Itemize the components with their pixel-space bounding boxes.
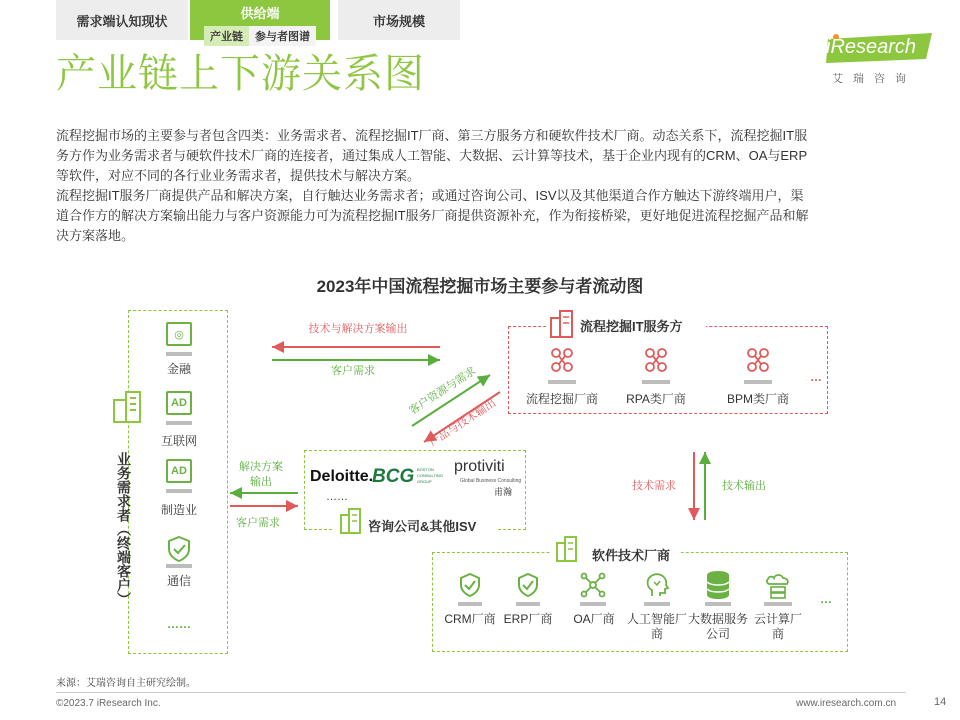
flow-customer-demand-2: 客户需求 bbox=[236, 517, 280, 529]
building-icon bbox=[112, 390, 146, 424]
software-item-bigdata: 大数据服务公司 bbox=[687, 612, 748, 641]
consult-title: 咨询公司&其他ISV bbox=[368, 519, 477, 534]
bcg-logo: BCG bbox=[372, 466, 415, 487]
shield-check-icon bbox=[166, 535, 192, 563]
demand-title: 业务需求者（终端客户） bbox=[116, 452, 132, 606]
logo-brand: iResearch bbox=[826, 36, 917, 58]
protiviti-logo: protiviti bbox=[454, 458, 505, 475]
divider-bar bbox=[642, 380, 670, 384]
flow-customer-demand: 客户需求 bbox=[331, 365, 375, 377]
it-service-item-pm: 流程挖掘厂商 bbox=[525, 392, 598, 406]
diagram-title: 2023年中国流程挖掘市场主要参与者流动图 bbox=[316, 277, 644, 296]
it-service-title: 流程挖掘IT服务方 bbox=[580, 319, 683, 334]
source-note: 来源：艾瑞咨询自主研究绘制。 bbox=[56, 678, 196, 689]
divider-bar bbox=[705, 602, 731, 606]
demand-item-manufacturing: 制造业 bbox=[160, 503, 197, 517]
bcg-subtitle: BOSTON CONSULTING GROUP bbox=[417, 467, 443, 484]
finance-icon: ◎ bbox=[166, 322, 192, 346]
it-service-item-rpa: RPA类厂商 bbox=[626, 392, 686, 406]
footer-divider bbox=[56, 692, 906, 693]
tab-market-size[interactable]: 市场规模 bbox=[338, 0, 460, 40]
flow-tech-solution-out: 技术与解决方案输出 bbox=[308, 323, 408, 335]
software-item-erp: ERP厂商 bbox=[503, 612, 553, 626]
page-number: 14 bbox=[934, 696, 947, 708]
software-more: … bbox=[820, 592, 832, 606]
protiviti-subtitle: Global Business Consulting bbox=[460, 478, 522, 484]
shield-check-icon bbox=[458, 572, 482, 598]
para-line: 务方作为业务需求者与硬软件技术厂商的连接者，通过集成人工智能、大数据、云计算等技术，基于企业内现有的CRM、OA与ERP bbox=[56, 148, 808, 163]
database-icon bbox=[705, 570, 731, 600]
network-icon bbox=[548, 346, 576, 376]
ai-head-icon bbox=[644, 572, 670, 598]
software-item-cloud: 云计算厂商 bbox=[753, 612, 802, 641]
divider-bar bbox=[166, 564, 192, 568]
deloitte-logo bbox=[310, 468, 373, 486]
divider-bar bbox=[548, 380, 576, 384]
page-title: 产业链上下游关系图 bbox=[56, 51, 425, 97]
flow-product-tech-out: 产品与技术输出 bbox=[427, 397, 499, 450]
divider-bar bbox=[166, 489, 192, 493]
tab-demand-awareness[interactable]: 需求端认知现状 bbox=[56, 0, 188, 40]
demand-item-finance: 金融 bbox=[166, 362, 191, 376]
deloitte-text: Deloitte. bbox=[310, 468, 374, 485]
demand-more: …… bbox=[167, 617, 191, 631]
divider-bar bbox=[516, 602, 540, 606]
network-icon bbox=[642, 346, 670, 376]
flow-tech-out: 技术输出 bbox=[722, 480, 766, 492]
divider-bar bbox=[458, 602, 482, 606]
copyright: ©2023.7 iResearch Inc. bbox=[56, 698, 161, 709]
divider-bar bbox=[166, 421, 192, 425]
network-icon bbox=[744, 346, 772, 376]
divider-bar bbox=[644, 602, 670, 606]
building-icon bbox=[550, 310, 574, 338]
tab-supply-label: 供给端 bbox=[240, 6, 280, 21]
ad-icon: AD bbox=[166, 391, 192, 415]
software-item-oa: OA厂商 bbox=[573, 612, 615, 626]
building-icon bbox=[556, 536, 578, 562]
flow-customer-resource-demand: 客户资源与需求 bbox=[407, 365, 479, 418]
ad-icon: AD bbox=[166, 459, 192, 483]
divider-bar bbox=[744, 380, 772, 384]
para-line: 流程挖掘市场的主要参与者包含四类：业务需求者、流程挖掘IT厂商、第三方服务方和硬软件技术厂商。动态关系下，流程挖掘IT服 bbox=[56, 128, 808, 143]
software-item-crm: CRM厂商 bbox=[444, 612, 496, 626]
building-icon bbox=[340, 508, 362, 534]
para-line: 流程挖掘IT服务厂商提供产品和解决方案，自行触达业务需求者；或通过咨询公司、ISV以及其他渠道合作方触达下游终端用户，渠 bbox=[56, 188, 804, 203]
cloud-server-icon bbox=[764, 572, 792, 600]
tab-participant-map[interactable]: 参与者图谱 bbox=[249, 26, 316, 46]
website-link[interactable]: www.iresearch.com.cn bbox=[796, 698, 897, 709]
software-title: 软件技术厂商 bbox=[592, 548, 671, 563]
logo-subtitle: 艾瑞咨询 bbox=[832, 73, 916, 85]
para-line: 道合作方的解决方案输出能力与客户资源能力可为流程挖掘IT服务厂商提供资源补充，作为衔接桥梁，更好地促进流程挖掘产品和解 bbox=[56, 208, 809, 223]
flow-tech-demand: 技术需求 bbox=[632, 480, 676, 492]
network-node-icon bbox=[580, 572, 606, 598]
divider-bar bbox=[764, 602, 792, 606]
demand-item-internet: 互联网 bbox=[160, 434, 197, 448]
tab-industry-chain[interactable]: 产业链 bbox=[204, 26, 249, 46]
it-service-item-bpm: BPM类厂商 bbox=[726, 392, 789, 406]
it-service-more: … bbox=[810, 370, 822, 384]
flow-solution-out: 解决方案输出 bbox=[239, 461, 283, 488]
consult-more: …… bbox=[326, 491, 348, 503]
divider-bar bbox=[580, 602, 606, 606]
para-line: 等软件，对应不同的各行业业务需求者，提供技术与解决方案。 bbox=[56, 168, 421, 183]
demand-item-telecom: 通信 bbox=[166, 574, 191, 588]
shield-check-icon bbox=[516, 572, 540, 598]
divider-bar bbox=[166, 352, 192, 356]
software-item-ai: 人工智能厂商 bbox=[626, 612, 687, 641]
protiviti-cn-text: 甫瀚 bbox=[494, 487, 513, 497]
para-line: 决方案落地。 bbox=[56, 228, 135, 243]
